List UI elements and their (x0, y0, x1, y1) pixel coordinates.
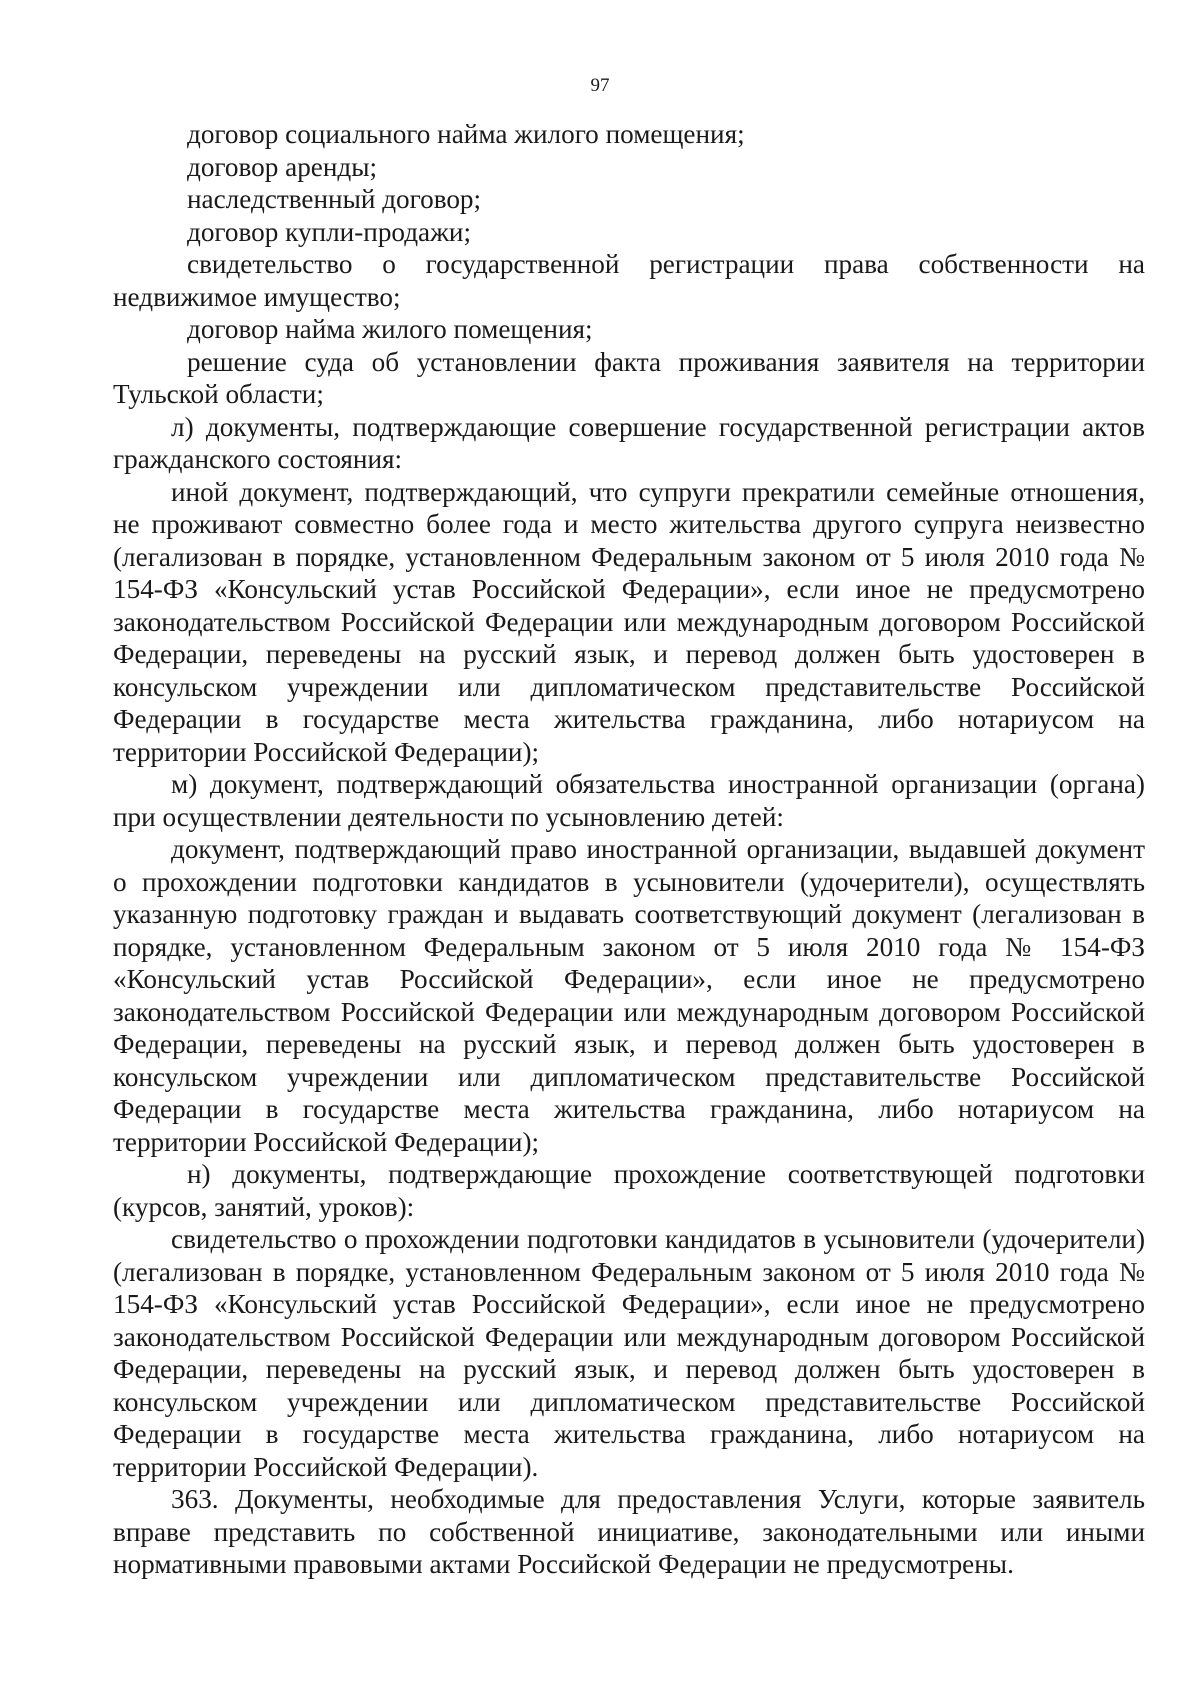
list-item-social-rent-contract: договор социального найма жилого помещения; (187, 119, 745, 149)
subsection-l-heading: л) документы, подтверждающие совершение государственной регистрации актов гражданского состояния: (113, 411, 1145, 474)
document-body (113, 118, 1145, 1581)
subsection-l-item: иной документ, подтверждающий, что супруги прекратили семейные отношения, не проживают совместно более года и место жительства другого супруга неизвестно (легализован в порядке, установленном Федеральным законом от 5 июля 2010 года № 154-ФЗ «Консульский устав Российской Федерации», если иное не предусмотрено законодательством Российской Федерации или международным договором Российской Федерации, переведены на русский язык, и перевод должен быть удостоверен в консульском учреждении или дипломатическом представительстве Российской Федерации в государстве места жительства гражданина, либо нотариусом на территории Российской Федерации); (113, 476, 1145, 767)
clause-363: 363. Документы, необходимые для предоставления Услуги, которые заявитель вправе представить по собственной инициативе, законодательными или иными нормативными правовыми актами Российской Федерации не предусмотрены. (113, 1484, 1145, 1579)
list-item-ownership-certificate: свидетельство о государственной регистрации права собственности на недвижимое имущество; (113, 249, 1145, 312)
page-number: 97 (590, 75, 610, 96)
subsection-n-heading: н) документы, подтверждающие прохождение соответствующей подготовки (курсов, занятий, уроков): (113, 1159, 1145, 1222)
list-item-court-decision: решение суда об установлении факта проживания заявителя на территории Тульской области; (113, 346, 1145, 409)
subsection-m-item: документ, подтверждающий право иностранной организации, выдавшей документ о прохождении подготовки кандидатов в усыновители (удочерители), осуществлять указанную подготовку граждан и выдавать соответствующий документ (легализован в порядке, установленном Федеральным законом от 5 июля 2010 года № 154-ФЗ «Консульский устав Российской Федерации», если иное не предусмотрено законодательством Российской Федерации или международным договором Российской Федерации, переведены на русский язык, и перевод должен быть удостоверен в консульском учреждении или дипломатическом представительстве Российской Федерации в государстве места жительства гражданина, либо нотариусом на территории Российской Федерации); (113, 834, 1145, 1157)
subsection-m-heading: м) документ, подтверждающий обязательства иностранной организации (органа) при осуществлении деятельности по усыновлению детей: (113, 769, 1145, 832)
list-item-lease-contract: договор аренды; (187, 151, 378, 182)
list-item-rent-contract: договор найма жилого помещения; (187, 314, 593, 344)
list-item-sale-contract: договор купли-продажи; (187, 216, 472, 247)
list-item-inheritance-contract: наследственный договор; (187, 184, 482, 214)
subsection-n-item: свидетельство о прохождении подготовки кандидатов в усыновители (удочерители) (легализован в порядке, установленном Федеральным законом от 5 июля 2010 года № 154-ФЗ «Консульский устав Российской Федерации», если иное не предусмотрено законодательством Российской Федерации или международным договором Российской Федерации, переведены на русский язык, и перевод должен быть удостоверен в консульском учреждении или дипломатическом представительстве Российской Федерации в государстве места жительства гражданина, либо нотариусом на территории Российской Федерации). (113, 1224, 1145, 1482)
